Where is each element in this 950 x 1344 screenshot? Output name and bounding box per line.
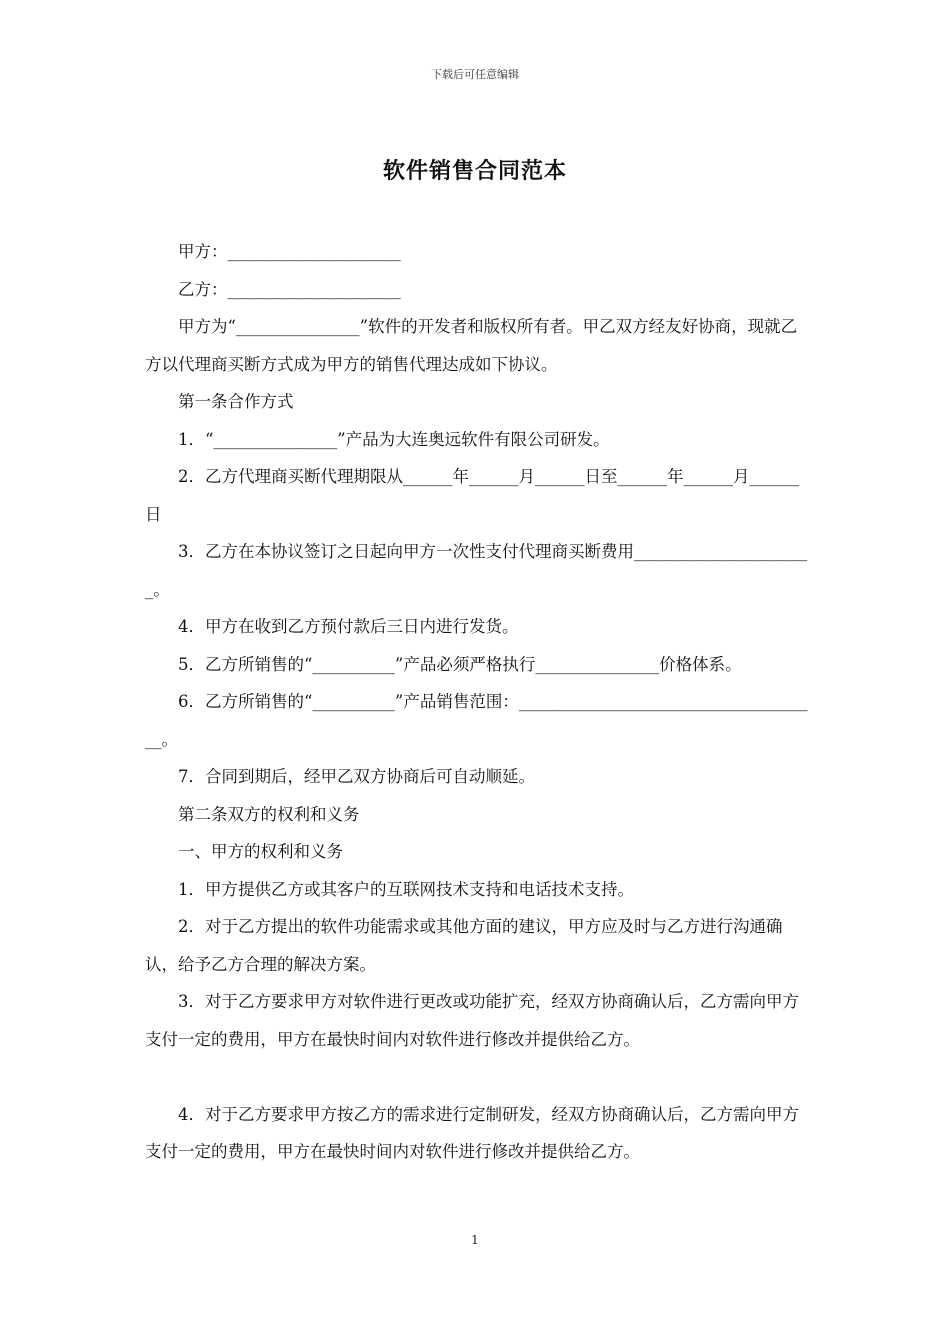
clause-1-3: 3．乙方在本协议签订之日起向甲方一次性支付代理商买断费用______________________。 [145, 542, 808, 599]
party-a-line: 甲方：_____________________ [178, 242, 401, 261]
header-note: 下载后可任意编辑 [431, 68, 519, 81]
section-party-a-heading: 一、甲方的权利和义务 [178, 842, 343, 861]
clause-1-6: 6．乙方所销售的“__________”产品销售范围：_____________________________________。 [145, 692, 808, 749]
party-b-line: 乙方：_____________________ [178, 279, 401, 299]
clause-1-5: 5．乙方所销售的“__________”产品必须严格执行_______________价格体系。 [178, 654, 742, 674]
page-number: 1 [471, 1233, 479, 1247]
clause-1-7: 7．合同到期后，经甲乙双方协商后可自动顺延。 [178, 767, 535, 786]
clause-1-2: 2．乙方代理商买断代理期限从______年______月______日至______年______月______日 [145, 467, 799, 524]
clause-2-1: 1．甲方提供乙方或其客户的互联网技术支持和电话技术支持。 [178, 879, 634, 899]
clause-2-2: 2．对于乙方提出的软件功能需求或其他方面的建议，甲方应及时与乙方进行沟通确认，给予乙方合理的解决方案。 [145, 917, 783, 974]
clause-1-1: 1．“_______________”产品为大连奥远软件有限公司研发。 [178, 429, 610, 449]
clause-1-4: 4．甲方在收到乙方预付款后三日内进行发货。 [178, 617, 519, 636]
clause-2-3: 3．对于乙方要求甲方对软件进行更改或功能扩充，经双方协商确认后，乙方需向甲方支付一定的费用，甲方在最快时间内对软件进行修改并提供给乙方。 [145, 992, 799, 1049]
article-1-heading: 第一条合作方式 [178, 392, 294, 411]
document-body [145, 233, 813, 1171]
preamble-paragraph: 甲方为“_______________”软件的开发者和版权所有者。甲乙双方经友好协商，现就乙方以代理商买断方式成为甲方的销售代理达成如下协议。 [145, 317, 798, 374]
article-2-heading: 第二条双方的权利和义务 [178, 804, 360, 824]
clause-2-4: 4．对于乙方要求甲方按乙方的需求进行定制研发，经双方协商确认后，乙方需向甲方支付一定的费用，甲方在最快时间内对软件进行修改并提供给乙方。 [145, 1104, 799, 1161]
document-title: 软件销售合同范本 [382, 159, 567, 184]
